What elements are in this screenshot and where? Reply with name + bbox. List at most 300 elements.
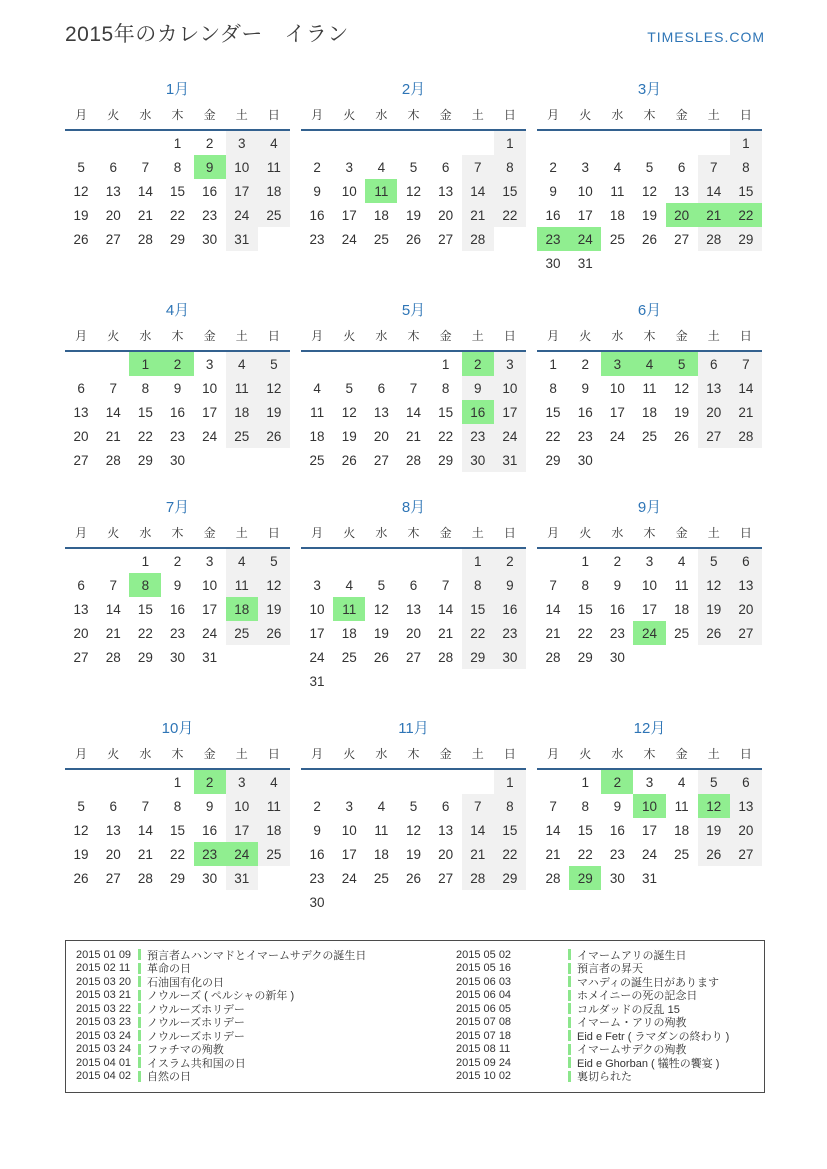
month-9 xyxy=(537,496,762,669)
day-cell: 1 xyxy=(462,548,494,573)
legend-name: イスラム共和国の日 xyxy=(147,1057,246,1070)
day-cell: 29 xyxy=(730,227,762,251)
day-cell: 17 xyxy=(341,846,357,862)
legend-name: 預言者の昇天 xyxy=(577,963,643,976)
day-cell: 21 xyxy=(137,846,153,862)
day-cell xyxy=(65,548,97,573)
month-title: 6月 xyxy=(637,302,662,319)
day-cell: 23 xyxy=(202,207,218,223)
weekday-header: 日 xyxy=(730,524,762,548)
day-cell: 30 xyxy=(202,231,218,247)
weekday-header: 木 xyxy=(161,106,193,130)
day-cell: 16 xyxy=(169,601,185,617)
day-cell: 1 xyxy=(129,351,161,376)
day-cell: 24 xyxy=(226,842,258,866)
day-cell: 13 xyxy=(73,601,89,617)
day-cell: 16 xyxy=(202,183,218,199)
month-title: 8月 xyxy=(401,499,426,516)
day-cell: 24 xyxy=(226,203,258,227)
holiday-marker xyxy=(138,1017,141,1028)
legend-date: 2015 03 24 xyxy=(76,1043,132,1056)
legend-entry xyxy=(76,1029,456,1043)
day-cell: 9 xyxy=(462,376,494,400)
day-cell: 9 xyxy=(194,155,226,179)
legend-entry xyxy=(76,989,456,1003)
day-cell: 4 xyxy=(313,380,321,396)
month-6 xyxy=(537,299,762,472)
day-cell: 21 xyxy=(545,846,561,862)
day-cell: 13 xyxy=(438,822,454,838)
day-cell: 2 xyxy=(601,769,633,794)
day-cell: 22 xyxy=(438,428,454,444)
day-cell: 28 xyxy=(137,231,153,247)
day-cell: 19 xyxy=(405,207,421,223)
day-cell: 8 xyxy=(173,159,182,175)
day-cell: 12 xyxy=(641,183,657,199)
day-cell: 29 xyxy=(169,231,185,247)
day-cell: 22 xyxy=(577,846,593,862)
day-cell xyxy=(397,669,429,693)
legend-date: 2015 05 02 xyxy=(456,948,512,961)
day-cell: 5 xyxy=(409,159,418,175)
weekday-header: 土 xyxy=(698,524,730,548)
day-cell: 4 xyxy=(377,798,386,814)
day-cell: 2 xyxy=(194,769,226,794)
day-cell: 14 xyxy=(105,601,121,617)
day-cell: 2 xyxy=(205,135,214,151)
weekday-header: 金 xyxy=(666,106,698,130)
day-cell: 2 xyxy=(462,351,494,376)
day-cell: 1 xyxy=(581,553,589,569)
day-cell: 26 xyxy=(698,842,730,866)
day-cell: 12 xyxy=(258,573,290,597)
legend-date: 2015 03 22 xyxy=(76,1002,132,1015)
day-cell: 26 xyxy=(373,649,389,665)
day-cell: 3 xyxy=(205,356,214,372)
day-cell: 21 xyxy=(438,625,454,641)
day-cell: 21 xyxy=(730,400,762,424)
day-cell: 7 xyxy=(462,155,494,179)
day-cell xyxy=(633,251,665,275)
day-cell: 28 xyxy=(105,649,121,665)
day-cell: 14 xyxy=(545,822,561,838)
day-cell: 12 xyxy=(373,601,389,617)
day-cell: 13 xyxy=(698,376,730,400)
day-cell xyxy=(365,130,397,155)
day-cell: 20 xyxy=(730,597,762,621)
day-cell: 10 xyxy=(226,155,258,179)
day-cell: 7 xyxy=(549,577,557,593)
legend-date: 2015 06 05 xyxy=(456,1002,512,1015)
holiday-marker xyxy=(568,1030,571,1041)
day-cell: 2 xyxy=(313,159,321,175)
weekday-header: 金 xyxy=(194,745,226,769)
legend-name: ノウルーズ ( ペルシャの新年 ) xyxy=(147,990,295,1003)
legend-name: 石油国有化の日 xyxy=(147,976,224,989)
day-cell: 17 xyxy=(494,400,526,424)
weekday-header: 火 xyxy=(333,745,365,769)
day-cell: 18 xyxy=(309,428,325,444)
day-cell: 17 xyxy=(226,818,258,842)
day-cell: 23 xyxy=(169,625,185,641)
legend-date: 2015 03 24 xyxy=(76,1029,132,1042)
day-cell: 22 xyxy=(169,846,185,862)
months-grid xyxy=(65,78,765,914)
day-cell: 24 xyxy=(609,428,625,444)
day-cell xyxy=(301,351,333,376)
day-cell: 5 xyxy=(698,548,730,573)
day-cell: 9 xyxy=(549,183,557,199)
day-cell xyxy=(601,251,633,275)
day-cell xyxy=(698,645,730,669)
day-cell: 30 xyxy=(202,870,218,886)
month-11 xyxy=(301,717,526,914)
legend-date: 2015 01 09 xyxy=(76,948,132,961)
day-cell: 11 xyxy=(674,577,689,593)
day-cell xyxy=(730,448,762,472)
weekday-header: 金 xyxy=(666,327,698,351)
day-cell: 1 xyxy=(581,774,589,790)
day-cell: 8 xyxy=(494,794,526,818)
day-cell: 23 xyxy=(577,428,593,444)
day-cell: 9 xyxy=(494,573,526,597)
day-cell: 14 xyxy=(730,376,762,400)
legend-entry xyxy=(76,1002,456,1016)
day-cell: 29 xyxy=(569,866,601,890)
day-cell: 8 xyxy=(441,380,450,396)
day-cell xyxy=(397,769,429,794)
day-cell: 14 xyxy=(462,818,494,842)
day-cell: 21 xyxy=(137,207,153,223)
day-cell: 6 xyxy=(377,380,386,396)
day-cell: 19 xyxy=(73,207,89,223)
day-cell: 23 xyxy=(194,842,226,866)
weekday-header: 土 xyxy=(226,327,258,351)
day-cell: 3 xyxy=(313,577,321,593)
day-cell: 18 xyxy=(373,846,389,862)
day-cell: 3 xyxy=(581,159,589,175)
weekday-header: 火 xyxy=(97,745,129,769)
day-cell: 8 xyxy=(730,155,762,179)
day-cell: 1 xyxy=(173,774,182,790)
month-5 xyxy=(301,299,526,472)
day-cell: 6 xyxy=(409,577,418,593)
weekday-header: 木 xyxy=(397,524,429,548)
day-cell: 24 xyxy=(641,846,657,862)
day-cell: 10 xyxy=(202,380,218,396)
day-cell: 3 xyxy=(645,553,654,569)
day-cell: 24 xyxy=(494,424,526,448)
legend-entry xyxy=(76,1070,456,1084)
weekday-header: 水 xyxy=(129,745,161,769)
day-cell: 4 xyxy=(226,351,258,376)
day-cell: 13 xyxy=(674,183,690,199)
day-cell: 5 xyxy=(77,798,85,814)
legend-name: 革命の日 xyxy=(147,963,191,976)
day-cell: 5 xyxy=(77,159,85,175)
day-cell: 20 xyxy=(698,400,730,424)
day-cell xyxy=(65,769,97,794)
day-cell: 20 xyxy=(438,207,454,223)
weekday-header: 月 xyxy=(65,327,97,351)
day-cell: 19 xyxy=(341,428,357,444)
site-logo[interactable]: TIMESLES.COM xyxy=(647,29,765,45)
day-cell: 17 xyxy=(641,601,657,617)
day-cell: 2 xyxy=(581,356,589,372)
day-cell: 14 xyxy=(405,404,421,420)
day-cell: 4 xyxy=(677,774,686,790)
day-cell xyxy=(666,866,698,890)
day-cell: 15 xyxy=(169,822,185,838)
day-cell: 30 xyxy=(309,894,325,910)
day-cell: 20 xyxy=(105,207,121,223)
weekday-header: 火 xyxy=(333,327,365,351)
day-cell: 7 xyxy=(549,798,557,814)
day-cell: 22 xyxy=(494,203,526,227)
weekday-header: 土 xyxy=(462,327,494,351)
legend-entry xyxy=(76,948,456,962)
day-cell: 14 xyxy=(137,822,153,838)
day-cell: 14 xyxy=(105,404,121,420)
day-cell: 1 xyxy=(494,769,526,794)
weekday-header: 日 xyxy=(258,745,290,769)
day-cell xyxy=(365,351,397,376)
day-cell: 30 xyxy=(462,448,494,472)
day-cell xyxy=(397,351,429,376)
weekday-header: 土 xyxy=(226,106,258,130)
legend-date: 2015 03 20 xyxy=(76,975,132,988)
day-cell: 21 xyxy=(405,428,421,444)
weekday-header: 金 xyxy=(194,524,226,548)
month-8 xyxy=(301,496,526,693)
day-cell: 28 xyxy=(730,424,762,448)
month-10 xyxy=(65,717,290,890)
day-cell: 25 xyxy=(258,203,290,227)
weekday-header: 日 xyxy=(494,745,526,769)
legend-entry xyxy=(456,1070,754,1084)
day-cell: 31 xyxy=(202,649,218,665)
day-cell: 25 xyxy=(341,649,357,665)
holiday-marker xyxy=(138,1044,141,1055)
legend-name: イマームサデクの殉教 xyxy=(577,1044,687,1057)
legend-name: コルダッドの反乱 15 xyxy=(577,1003,680,1016)
day-cell: 16 xyxy=(609,601,625,617)
day-cell: 8 xyxy=(141,380,150,396)
weekday-header: 土 xyxy=(462,106,494,130)
day-cell: 27 xyxy=(438,870,454,886)
holiday-marker xyxy=(138,1071,141,1082)
day-cell xyxy=(333,769,365,794)
weekday-header: 水 xyxy=(601,524,633,548)
day-cell: 22 xyxy=(730,203,762,227)
legend-date: 2015 03 23 xyxy=(76,1016,132,1029)
weekday-header: 日 xyxy=(494,106,526,130)
day-cell: 11 xyxy=(258,794,290,818)
day-cell: 22 xyxy=(545,428,561,444)
day-cell xyxy=(97,769,129,794)
day-cell: 20 xyxy=(666,203,698,227)
day-cell: 29 xyxy=(137,452,153,468)
legend-name: イマーム・アリの殉教 xyxy=(577,1017,687,1030)
day-cell: 7 xyxy=(409,380,418,396)
day-cell xyxy=(333,548,365,573)
day-cell: 1 xyxy=(730,130,762,155)
day-cell: 20 xyxy=(373,428,389,444)
day-cell: 12 xyxy=(73,183,89,199)
weekday-header: 水 xyxy=(601,327,633,351)
legend-entry xyxy=(76,962,456,976)
day-cell xyxy=(698,448,730,472)
day-cell xyxy=(97,351,129,376)
weekday-header: 水 xyxy=(129,524,161,548)
day-cell: 10 xyxy=(202,577,218,593)
weekday-header: 水 xyxy=(365,106,397,130)
day-cell: 23 xyxy=(309,870,325,886)
day-cell: 18 xyxy=(258,179,290,203)
day-cell: 11 xyxy=(226,573,258,597)
day-cell: 18 xyxy=(226,597,258,621)
day-cell: 13 xyxy=(730,794,762,818)
day-cell: 3 xyxy=(345,798,353,814)
day-cell: 3 xyxy=(601,351,633,376)
weekday-header: 日 xyxy=(730,106,762,130)
day-cell: 7 xyxy=(730,351,762,376)
day-cell: 15 xyxy=(137,404,153,420)
day-cell xyxy=(194,448,226,472)
legend-name: Eid e Ghorban ( 犠牲の饗宴 ) xyxy=(577,1057,720,1070)
weekday-header: 火 xyxy=(333,106,365,130)
month-4 xyxy=(65,299,290,472)
day-cell: 26 xyxy=(258,424,290,448)
weekday-header: 日 xyxy=(258,524,290,548)
day-cell: 27 xyxy=(105,231,121,247)
day-cell xyxy=(129,130,161,155)
day-cell xyxy=(430,548,462,573)
month-1 xyxy=(65,78,290,251)
day-cell: 11 xyxy=(365,179,397,203)
day-cell: 15 xyxy=(462,597,494,621)
legend-date: 2015 02 11 xyxy=(76,962,131,975)
day-cell: 12 xyxy=(674,380,690,396)
weekday-header: 火 xyxy=(97,524,129,548)
day-cell: 22 xyxy=(137,625,153,641)
day-cell: 30 xyxy=(577,452,593,468)
day-cell: 15 xyxy=(494,179,526,203)
day-cell: 10 xyxy=(633,794,665,818)
legend-date: 2015 05 16 xyxy=(456,962,512,975)
day-cell: 12 xyxy=(405,822,421,838)
day-cell: 25 xyxy=(226,424,258,448)
day-cell xyxy=(569,130,601,155)
holiday-marker xyxy=(568,976,571,987)
day-cell: 29 xyxy=(494,866,526,890)
legend-name: 裏切られた xyxy=(577,1071,632,1084)
day-cell xyxy=(494,227,526,251)
day-cell: 9 xyxy=(313,183,321,199)
day-cell: 1 xyxy=(549,356,557,372)
day-cell: 11 xyxy=(642,380,657,396)
day-cell: 31 xyxy=(577,255,593,271)
day-cell: 22 xyxy=(169,207,185,223)
month-7 xyxy=(65,496,290,669)
day-cell xyxy=(365,769,397,794)
weekday-header: 水 xyxy=(601,106,633,130)
day-cell xyxy=(365,669,397,693)
day-cell: 27 xyxy=(730,842,762,866)
weekday-header: 月 xyxy=(65,106,97,130)
day-cell: 28 xyxy=(462,866,494,890)
day-cell: 14 xyxy=(545,601,561,617)
weekday-header: 金 xyxy=(194,327,226,351)
weekday-header: 月 xyxy=(65,524,97,548)
day-cell xyxy=(430,890,462,914)
day-cell: 22 xyxy=(577,625,593,641)
day-cell: 26 xyxy=(405,870,421,886)
holiday-marker xyxy=(568,1071,571,1082)
day-cell xyxy=(129,769,161,794)
day-cell: 17 xyxy=(641,822,657,838)
day-cell: 18 xyxy=(341,625,357,641)
weekday-header: 木 xyxy=(161,524,193,548)
day-cell xyxy=(666,448,698,472)
weekday-header: 木 xyxy=(633,745,665,769)
day-cell: 24 xyxy=(341,870,357,886)
day-cell xyxy=(462,769,494,794)
legend-date: 2015 06 04 xyxy=(456,989,512,1002)
weekday-header: 水 xyxy=(601,745,633,769)
day-cell: 18 xyxy=(258,818,290,842)
day-cell: 10 xyxy=(609,380,625,396)
day-cell: 6 xyxy=(441,159,450,175)
day-cell: 29 xyxy=(462,645,494,669)
day-cell: 10 xyxy=(309,601,325,617)
day-cell xyxy=(698,866,730,890)
day-cell: 17 xyxy=(341,207,357,223)
day-cell: 30 xyxy=(609,870,625,886)
day-cell: 29 xyxy=(137,649,153,665)
day-cell: 9 xyxy=(173,577,182,593)
day-cell: 27 xyxy=(73,649,89,665)
day-cell: 18 xyxy=(674,822,690,838)
day-cell: 26 xyxy=(73,231,89,247)
day-cell xyxy=(430,769,462,794)
day-cell: 20 xyxy=(405,625,421,641)
day-cell: 5 xyxy=(666,351,698,376)
holiday-marker xyxy=(138,963,141,974)
weekday-header: 木 xyxy=(397,327,429,351)
day-cell xyxy=(730,866,762,890)
day-cell: 31 xyxy=(226,227,258,251)
weekday-header: 金 xyxy=(430,106,462,130)
day-cell: 20 xyxy=(730,818,762,842)
day-cell: 6 xyxy=(441,798,450,814)
day-cell: 25 xyxy=(674,846,690,862)
day-cell: 6 xyxy=(77,577,85,593)
day-cell xyxy=(258,448,290,472)
day-cell: 24 xyxy=(202,625,218,641)
day-cell: 8 xyxy=(129,573,161,597)
day-cell: 27 xyxy=(438,231,454,247)
legend-date: 2015 06 03 xyxy=(456,975,512,988)
legend-box xyxy=(65,940,765,1093)
day-cell: 17 xyxy=(202,404,218,420)
day-cell: 4 xyxy=(633,351,665,376)
day-cell: 29 xyxy=(577,649,593,665)
day-cell: 21 xyxy=(698,203,730,227)
day-cell xyxy=(365,890,397,914)
day-cell xyxy=(258,227,290,251)
day-cell: 5 xyxy=(345,380,353,396)
